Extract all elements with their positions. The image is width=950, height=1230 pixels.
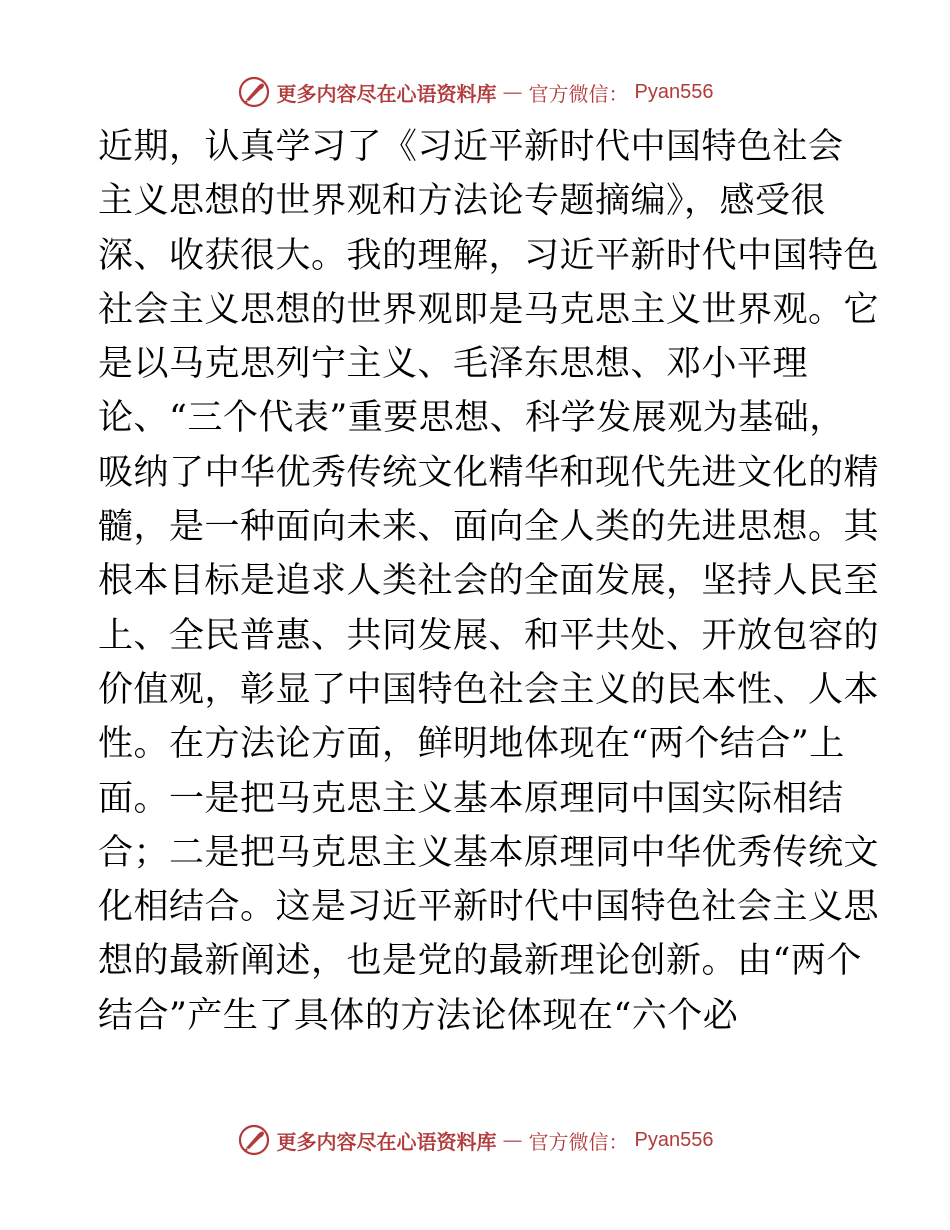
footer-wechat-id: Pyan556 xyxy=(634,1128,714,1151)
body-line: 深、收获很大。我的理解，习近平新时代中国特色 xyxy=(98,235,880,276)
body-line: 吸纳了中华优秀传统文化精华和现代先进文化的精 xyxy=(98,452,880,493)
body-line: 价值观，彰显了中国特色社会主义的民本性、人本 xyxy=(98,669,880,710)
body-line: 髓，是一种面向未来、面向全人类的先进思想。其 xyxy=(98,507,880,548)
body-line: 论、“三个代表”重要思想、科学发展观为基础， xyxy=(98,398,845,439)
body-line: 是以马克思列宁主义、毛泽东思想、邓小平理 xyxy=(98,344,809,385)
document-body xyxy=(98,120,880,1043)
body-line: 化相结合。这是习近平新时代中国特色社会主义思 xyxy=(98,887,880,928)
header-brand-text: 更多内容尽在心语资料库 xyxy=(276,81,497,106)
quill-pen-logo-icon xyxy=(237,75,271,109)
body-line: 根本目标是追求人类社会的全面发展，坚持人民至 xyxy=(98,561,880,602)
body-line: 社会主义思想的世界观即是马克思主义世界观。它 xyxy=(98,289,880,330)
footer-brand-text: 更多内容尽在心语资料库 xyxy=(276,1129,497,1154)
body-line: 性。在方法论方面，鲜明地体现在“两个结合”上 xyxy=(98,724,845,765)
header-banner xyxy=(0,70,950,114)
body-line: 主义思想的世界观和方法论专题摘编》，感受很 xyxy=(98,181,827,222)
footer-separator: — xyxy=(502,1128,523,1152)
body-line: 近期，认真学习了《习近平新时代中国特色社会 xyxy=(98,127,844,167)
footer-wechat-label: 官方微信： xyxy=(528,1129,629,1154)
quill-pen-logo-icon xyxy=(237,1123,271,1157)
header-separator: — xyxy=(502,80,523,104)
body-line: 上、全民普惠、共同发展、和平共处、开放包容的 xyxy=(98,615,880,656)
body-line: 想的最新阐述，也是党的最新理论创新。由“两个 xyxy=(98,941,862,982)
header-wechat-label: 官方微信： xyxy=(528,81,629,106)
body-line: 结合”产生了具体的方法论体现在“六个必 xyxy=(98,995,739,1036)
footer-banner xyxy=(0,1118,950,1162)
body-line: 合；二是把马克思主义基本原理同中华优秀传统文 xyxy=(98,832,880,873)
header-wechat-id: Pyan556 xyxy=(634,80,714,103)
body-line: 面。一是把马克思主义基本原理同中国实际相结 xyxy=(98,778,844,819)
